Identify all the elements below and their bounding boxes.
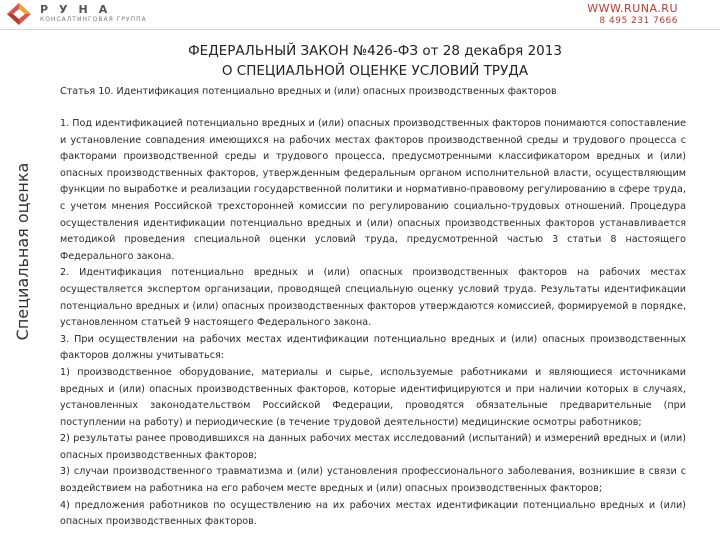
header-divider bbox=[0, 29, 720, 30]
paragraph: 3) случаи производственного травматизма и (или) установления профессионального заболевания, возникшие в связи с воздействием на работника на его рабочем месте вредных и (или) опасных производственных факторов; bbox=[60, 466, 686, 495]
paragraph: 2. Идентификация потенциально вредных и (или) опасных производственных факторов на рабочих местах осуществляется экспертом организации, проводящей специальную оценку условий труда. Результаты идентификации потенциально вредных и (или) опасных производственных факторов утверждаются комиссией, формируемой в порядке, установленном статьей 9 настоящего Федерального закона. bbox=[60, 267, 686, 329]
side-label-text: Специальная оценка bbox=[13, 162, 32, 341]
paragraph: 1) производственное оборудование, материалы и сырье, используемые работниками и являющиеся источниками вредных и (или) опасных производственных факторов, которые идентифицируются и при наличии которых в случаях, установленных законодательством Российской Федерации, проводятся обязательные предварительные (при поступлении на работу) и периодические (в течение трудовой деятельности) медицинские осмотры работников; bbox=[60, 366, 686, 428]
paragraph: 3. При осуществлении на рабочих местах идентификации потенциально вредных и (или) опасных производственных факторов должны учитываться: bbox=[60, 333, 686, 362]
paragraph: 1. Под идентификацией потенциально вредных и (или) опасных производственных факторов понимаются сопоставление и установление совпадения имеющихся на рабочих местах факторов производственной среды и трудового процесса с факторами производственной среды и трудового процесса, предусмотренными классификатором вредных и (или) опасных производственных факторов, утвержденным федеральным органом исполнительной власти, осуществляющим функции по выработке и реализации государственной политики и нормативно-правовому регулированию в сфере труда, с учетом мнения Российской трехсторонней комиссии по регулированию социально-трудовых отношений. Процедура осуществления идентификации потенциально вредных и (или) опасных производственных факторов устанавливается методикой проведения специальной оценки условий труда, предусмотренной частью 3 статьи 8 настоящего Федерального закона. bbox=[60, 118, 686, 262]
title-line-2: О СПЕЦИАЛЬНОЙ ОЦЕНКЕ УСЛОВИЙ ТРУДА bbox=[221, 63, 529, 79]
paragraph: 2) результаты ранее проводившихся на данных рабочих местах исследований (испытаний) и измерений вредных и (или) опасных производственных факторов; bbox=[60, 433, 686, 461]
title-line-1: ФЕДЕРАЛЬНЫЙ ЗАКОН №426-ФЗ от 28 декабря 2013 bbox=[188, 43, 562, 59]
brand-name: РУНА bbox=[40, 3, 119, 16]
brand-subtitle: КОНСАЛТИНГОВАЯ ГРУППА bbox=[40, 16, 147, 23]
site-url-link[interactable]: WWW.RUNA.RU bbox=[587, 2, 678, 15]
page-title bbox=[100, 41, 650, 81]
header-bar bbox=[0, 0, 720, 30]
runa-logo-icon bbox=[6, 2, 32, 26]
article-body bbox=[60, 116, 686, 531]
phone-number: 8 495 231 7666 bbox=[599, 16, 678, 26]
article-heading: Статья 10. Идентификация потенциально вредных и (или) опасных производственных факторов bbox=[60, 86, 557, 97]
paragraph: 4) предложения работников по осуществлению на их рабочих местах идентификации потенциально вредных и (или) опасных производственных факторов. bbox=[60, 499, 686, 528]
